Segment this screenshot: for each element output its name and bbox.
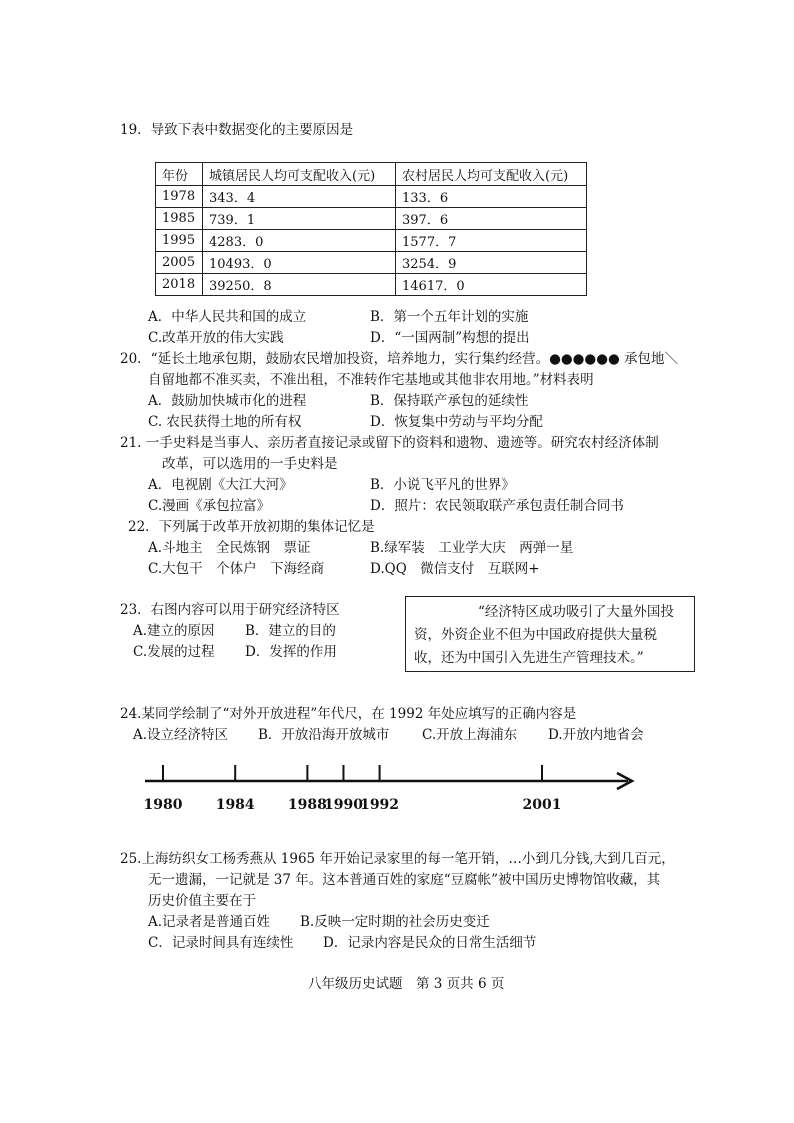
cell-urban: 343．4 (203, 186, 396, 208)
q24-stem: 24.某同学绘制了“对外开放进程”年代尺，在 1992 年处应填写的正确内容是 (120, 706, 577, 722)
cell-urban: 4283．0 (203, 230, 396, 252)
quote-line-1 (414, 601, 686, 624)
q22-stem: 22．下列属于改革开放初期的集体记忆是 (128, 519, 375, 535)
cell-year: 2018 (156, 274, 203, 296)
q20-stem-line2: 自留地都不准买卖，不准出租，不准转作宅基地或其他非农用地。”材料表明 (148, 372, 594, 388)
q21-option-a[interactable]: A．电视剧《大江大河》 (148, 477, 293, 493)
q24-option-b[interactable]: B．开放沿海开放城市 (258, 727, 390, 743)
q19-option-d[interactable]: D．“一国两制”构想的提出 (370, 330, 530, 346)
quote-line-2: 资，外资企业不但为中国政府提供大量税 (414, 627, 657, 643)
timeline-label-2001: 2001 (522, 797, 562, 813)
cell-urban: 39250．8 (203, 274, 396, 296)
q20-option-c[interactable]: C. 农民获得土地的所有权 (148, 414, 302, 430)
timeline-ruler (0, 755, 794, 820)
q25-option-a[interactable]: A.记录者是普通百姓 (148, 914, 271, 930)
q24-option-c[interactable]: C.开放上海浦东 (422, 727, 518, 743)
cell-year: 2005 (156, 252, 203, 274)
cell-year: 1985 (156, 208, 203, 230)
cell-rural: 1577．7 (396, 230, 587, 252)
cell-rural: 397．6 (396, 208, 587, 230)
cell-year: 1978 (156, 186, 203, 208)
q25-option-b[interactable]: B.反映一定时期的社会历史变迁 (300, 914, 490, 930)
q19-stem: 19．导致下表中数据变化的主要原因是 (120, 122, 354, 138)
q25-stem-line2: 无一遗漏，一记就是 37 年。这本普通百姓的家庭“豆腐帐”被中国历史博物馆收藏，其 (148, 872, 661, 888)
timeline-label-1990: 1990 (323, 797, 363, 813)
q19-option-a[interactable]: A．中华人民共和国的成立 (148, 309, 307, 325)
q23-option-a[interactable]: A.建立的原因 (133, 623, 215, 639)
timeline-label-1992: 1992 (360, 797, 400, 813)
cell-rural: 3254．9 (396, 252, 587, 274)
quote-line-3: 收，还为中国引入先进生产管理技术。” (414, 650, 644, 666)
table-row (156, 208, 587, 230)
cell-rural: 133．6 (396, 186, 587, 208)
header-year: 年份 (156, 163, 203, 186)
table-header-row (156, 163, 587, 186)
q23-option-d[interactable]: D．发挥的作用 (245, 644, 337, 660)
table-row (156, 252, 587, 274)
header-urban: 城镇居民人均可支配收入(元) (203, 163, 396, 186)
quote-text-1: “经济特区成功吸引了大量外国投 (478, 604, 674, 620)
timeline-label-1984: 1984 (215, 797, 255, 813)
table-row (156, 274, 587, 296)
q25-stem-line1: 25.上海纺织女工杨秀燕从 1965 年开始记录家里的每一笔开销，…小到几分钱,大到几百元， (120, 851, 675, 867)
q23-option-b[interactable]: B．建立的目的 (245, 623, 336, 639)
income-table (155, 162, 587, 296)
q21-option-b[interactable]: B．小说飞平凡的世界》 (370, 477, 515, 493)
q20-option-a[interactable]: A．鼓励加快城市化的进程 (148, 393, 307, 409)
timeline-label-1988: 1988 (287, 797, 327, 813)
q24-option-a[interactable]: A.设立经济特区 (133, 727, 229, 743)
q22-option-b[interactable]: B.绿军装 工业学大庆 两弹一星 (370, 540, 574, 556)
q23-option-c[interactable]: C.发展的过程 (133, 644, 215, 660)
timeline-label-1980: 1980 (143, 797, 183, 813)
q19-option-b[interactable]: B．第一个五年计划的实施 (370, 309, 529, 325)
cell-urban: 739．1 (203, 208, 396, 230)
page-footer: 八年级历史试题 第 3 页共 6 页 (308, 976, 505, 992)
q21-stem-line1: 21. 一手史料是当事人、亲历者直接记录或留下的资料和遗物、遗迹等。研究农村经济体制 (120, 435, 659, 451)
q21-option-d[interactable]: D．照片：农民领取联产承包责任制合同书 (370, 498, 624, 514)
special-zone-quote-box (405, 596, 695, 672)
q20-stem-line1: 20．“延长土地承包期，鼓励农民增加投资，培养地力，实行集约经营。●●●●●● 承包地＼ (120, 351, 679, 367)
q25-option-c[interactable]: C．记录时间具有连续性 (148, 935, 294, 951)
q20-option-b[interactable]: B．保持联产承包的延续性 (370, 393, 529, 409)
q22-option-d[interactable]: D.QQ 微信支付 互联网+ (370, 561, 540, 577)
q25-stem-line3: 历史价值主要在于 (148, 893, 256, 909)
cell-rural: 14617．0 (396, 274, 587, 296)
q22-option-a[interactable]: A.斗地主 全民炼钢 票证 (148, 540, 311, 556)
q24-option-d[interactable]: D.开放内地省会 (548, 727, 644, 743)
q25-option-d[interactable]: D．记录内容是民众的日常生活细节 (323, 935, 537, 951)
q22-option-c[interactable]: C.大包干 个体户 下海经商 (148, 561, 325, 577)
q21-stem-line2: 改革，可以选用的一手史料是 (162, 456, 338, 472)
table-row (156, 186, 587, 208)
table-row (156, 230, 587, 252)
q19-option-c[interactable]: C.改革开放的伟大实践 (148, 330, 284, 346)
cell-urban: 10493．0 (203, 252, 396, 274)
q21-option-c[interactable]: C.漫画《承包拉富》 (148, 498, 271, 514)
q20-option-d[interactable]: D．恢复集中劳动与平均分配 (370, 414, 543, 430)
q23-stem: 23．右图内容可以用于研究经济特区 (120, 602, 340, 618)
header-rural: 农村居民人均可支配收入(元) (396, 163, 587, 186)
cell-year: 1995 (156, 230, 203, 252)
